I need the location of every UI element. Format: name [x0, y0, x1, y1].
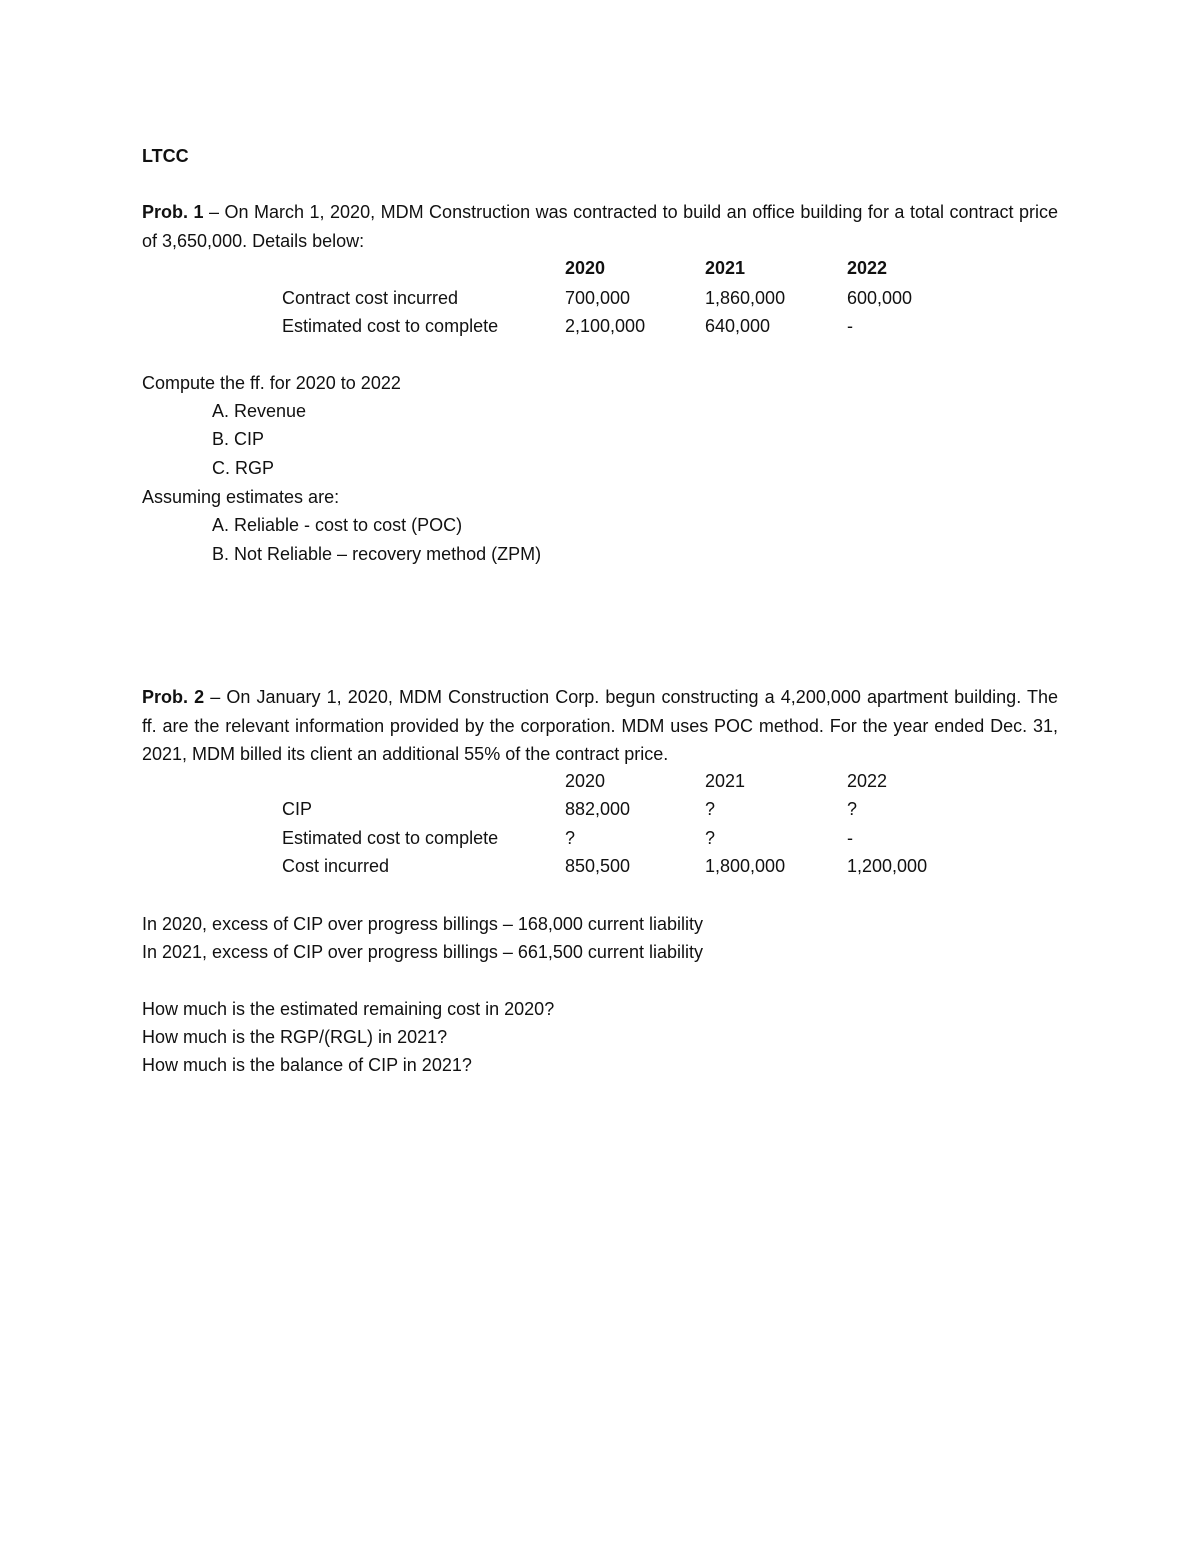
prob1-label: Prob. 1 — [142, 202, 204, 222]
prob1-compute-item: A. Revenue — [212, 401, 307, 421]
prob1-row-label: Contract cost incurred — [282, 288, 459, 308]
prob1-paragraph — [142, 198, 1058, 255]
prob1-header-2021: 2021 — [705, 258, 746, 278]
prob2-note: In 2020, excess of CIP over progress billings – 168,000 current liability — [142, 914, 703, 934]
prob1-header-2020: 2020 — [565, 258, 606, 278]
prob1-assume-label: Assuming estimates are: — [142, 487, 340, 507]
prob2-cell: ? — [705, 828, 716, 848]
prob1-header-2022: 2022 — [847, 258, 888, 278]
prob2-cell: ? — [705, 799, 716, 819]
prob2-question: How much is the balance of CIP in 2021? — [142, 1055, 472, 1075]
document-title: LTCC — [142, 146, 189, 166]
prob2-row-label: Cost incurred — [282, 856, 390, 876]
prob2-cell: ? — [847, 799, 858, 819]
prob2-label: Prob. 2 — [142, 687, 205, 707]
prob2-question: How much is the estimated remaining cost in 2020? — [142, 999, 555, 1019]
prob2-note: In 2021, excess of CIP over progress billings – 661,500 current liability — [142, 942, 703, 962]
prob1-compute-item: C. RGP — [212, 458, 275, 478]
prob2-header-2020: 2020 — [565, 771, 606, 791]
prob2-question: How much is the RGP/(RGL) in 2021? — [142, 1027, 448, 1047]
prob2-cell: 1,200,000 — [847, 856, 928, 876]
prob2-header-2021: 2021 — [705, 771, 746, 791]
prob1-text: – On March 1, 2020, MDM Construction was contracted to build an office building for a total contract price of 3,650,000. Details below: — [142, 202, 1058, 251]
prob1-cell: 1,860,000 — [705, 288, 786, 308]
prob2-cell: 882,000 — [565, 799, 631, 819]
prob2-cell: 850,500 — [565, 856, 631, 876]
prob2-row-label: Estimated cost to complete — [282, 828, 499, 848]
prob1-cell: - — [847, 316, 853, 336]
prob2-paragraph — [142, 683, 1058, 769]
prob1-assume-item: A. Reliable - cost to cost (POC) — [212, 515, 463, 535]
prob2-row-label: CIP — [282, 799, 313, 819]
prob1-cell: 600,000 — [847, 288, 913, 308]
prob1-cell: 640,000 — [705, 316, 771, 336]
prob1-cell: 700,000 — [565, 288, 631, 308]
prob1-compute-item: B. CIP — [212, 429, 265, 449]
prob1-compute-label: Compute the ff. for 2020 to 2022 — [142, 373, 401, 393]
prob2-cell: - — [847, 828, 853, 848]
prob1-cell: 2,100,000 — [565, 316, 646, 336]
prob2-cell: ? — [565, 828, 576, 848]
prob2-cell: 1,800,000 — [705, 856, 786, 876]
prob2-text: – On January 1, 2020, MDM Construction Corp. begun constructing a 4,200,000 apartment building. The ff. are the relevant information provided by the corporation. MDM uses POC method. For the year ended Dec. 31, 2021, MDM billed its client an additional 55% of the contract price. — [142, 687, 1058, 764]
prob2-header-2022: 2022 — [847, 771, 888, 791]
prob1-row-label: Estimated cost to complete — [282, 316, 499, 336]
prob1-assume-item: B. Not Reliable – recovery method (ZPM) — [212, 544, 542, 564]
